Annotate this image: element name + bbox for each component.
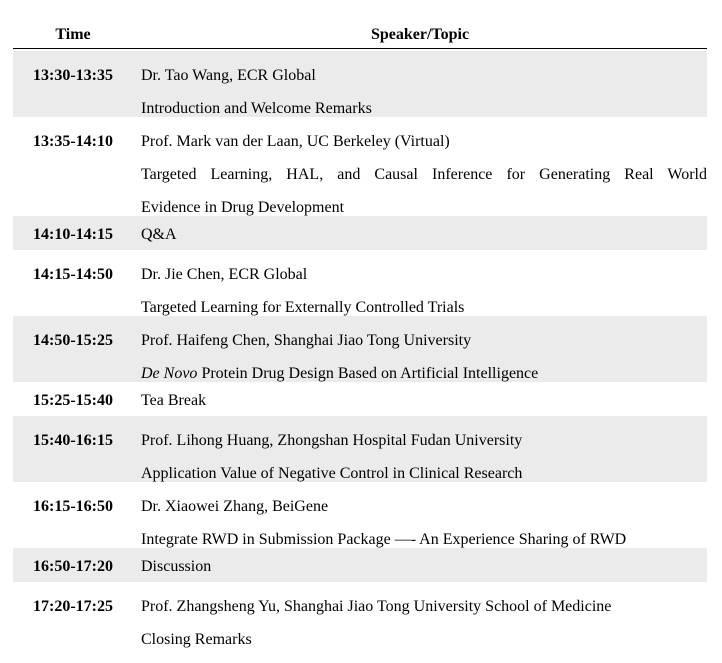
header-speaker-topic: Speaker/Topic (370, 26, 470, 43)
session-time: 13:35-14:10 (33, 133, 113, 150)
table-header (13, 0, 707, 49)
session-speaker: Prof. Lihong Huang, Zhongshan Hospital Fudan University (141, 432, 523, 449)
table-row (13, 316, 707, 382)
session-speaker: Tea Break (141, 392, 207, 409)
session-speaker: Prof. Haifeng Chen, Shanghai Jiao Tong University (141, 332, 472, 349)
session-speaker: Dr. Xiaowei Zhang, BeiGene (141, 498, 329, 515)
session-time: 13:30-13:35 (33, 67, 113, 84)
session-topic-italic: De Novo (141, 365, 198, 382)
table-row (13, 582, 707, 648)
session-speaker: Dr. Jie Chen, ECR Global (141, 266, 308, 283)
session-topic-line-2: Evidence in Drug Development (141, 199, 345, 216)
agenda-table (13, 0, 707, 648)
session-time: 17:20-17:25 (33, 598, 113, 615)
session-speaker: Prof. Mark van der Laan, UC Berkeley (Virtual) (141, 133, 450, 150)
session-speaker: Q&A (141, 226, 177, 243)
table-row (13, 482, 707, 548)
session-time: 14:10-14:15 (33, 226, 113, 243)
session-topic: Introduction and Welcome Remarks (141, 100, 372, 117)
session-topic-line-1: Targeted Learning, HAL, and Causal Inference for Generating Real World (141, 166, 707, 183)
session-time: 15:40-16:15 (33, 432, 113, 449)
table-row (13, 548, 707, 582)
session-topic: Closing Remarks (141, 631, 252, 648)
table-row (13, 117, 707, 216)
session-time: 14:50-15:25 (33, 332, 113, 349)
session-topic-rest: Protein Drug Design Based on Artificial Intelligence (197, 365, 539, 382)
table-row (13, 250, 707, 316)
session-speaker: Prof. Zhangsheng Yu, Shanghai Jiao Tong University School of Medicine (141, 598, 612, 615)
session-time: 16:15-16:50 (33, 498, 113, 515)
session-topic: Targeted Learning for Externally Controlled Trials (141, 299, 465, 316)
table-row (13, 51, 707, 117)
session-time: 16:50-17:20 (33, 558, 113, 575)
session-speaker: Discussion (141, 558, 212, 575)
table-row (13, 382, 707, 416)
table-row (13, 216, 707, 250)
session-speaker: Dr. Tao Wang, ECR Global (141, 67, 316, 84)
header-time: Time (55, 26, 91, 43)
session-topic: Integrate RWD in Submission Package —- An Experience Sharing of RWD (141, 531, 627, 548)
table-row (13, 416, 707, 482)
session-time: 15:25-15:40 (33, 392, 113, 409)
session-time: 14:15-14:50 (33, 266, 113, 283)
session-topic: Application Value of Negative Control in Clinical Research (141, 465, 523, 482)
